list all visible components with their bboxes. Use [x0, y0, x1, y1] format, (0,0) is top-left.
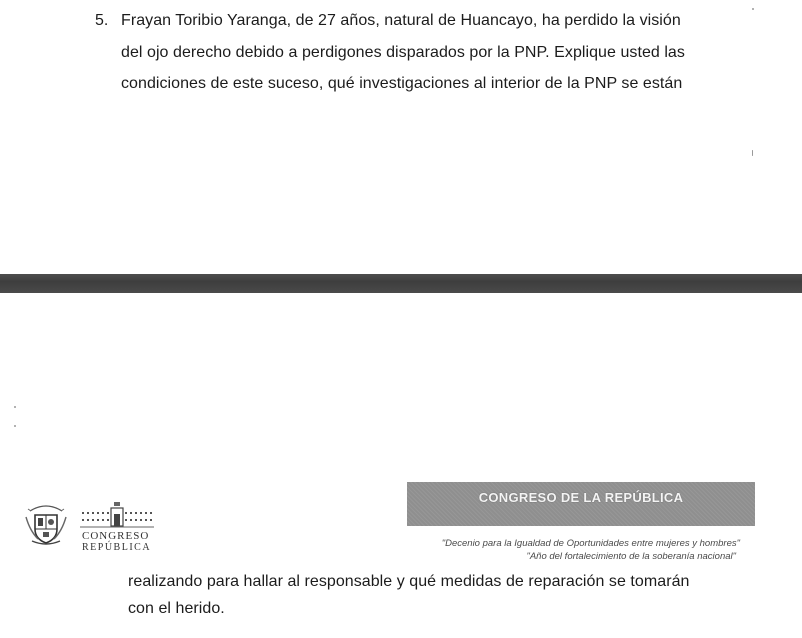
scan-speck — [752, 8, 754, 10]
document-page-top — [0, 0, 802, 274]
scan-speck — [752, 150, 753, 156]
question-continuation-line-2: con el herido. — [128, 600, 225, 617]
question-line-2: del ojo derecho debido a perdigones disparados por la PNP. Explique usted las — [121, 44, 685, 61]
scan-speck — [14, 425, 16, 427]
document-page-bottom — [0, 293, 802, 638]
scan-speck — [14, 406, 16, 408]
coat-of-arms-icon — [24, 499, 68, 547]
page-break-divider — [0, 274, 802, 293]
question-continuation-line-1: realizando para hallar al responsable y qué medidas de reparación se tomarán — [128, 573, 690, 590]
banner-title: CONGRESO DE LA REPÚBLICA — [478, 490, 684, 505]
logo-text-line-1: CONGRESO — [82, 530, 150, 542]
question-line-3: condiciones de este suceso, qué investigaciones al interior de la PNP se están — [121, 75, 683, 92]
motto-line-1: "Decenio para la Igualdad de Oportunidades entre mujeres y hombres" — [441, 538, 740, 549]
congreso-wordmark-logo — [82, 530, 151, 554]
logo-text-line-2: REPÚBLICA — [82, 542, 152, 553]
motto-line-2: "Año del fortalecimiento de la soberanía nacional" — [526, 551, 736, 562]
congress-building-icon — [80, 500, 154, 530]
question-number: 5. — [95, 12, 109, 29]
letterhead-banner — [407, 482, 755, 526]
question-line-1: Frayan Toribio Yaranga, de 27 años, natural de Huancayo, ha perdido la visión — [121, 12, 681, 29]
